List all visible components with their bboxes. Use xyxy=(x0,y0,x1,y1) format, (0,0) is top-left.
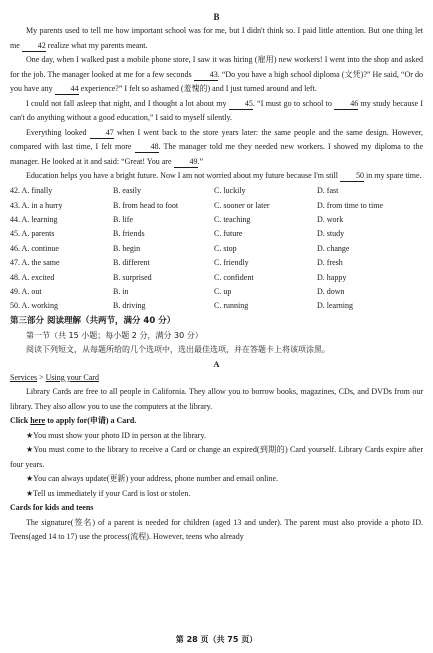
blank-47: 47 xyxy=(90,128,114,139)
passage-paragraph-3: I could not fall asleep that night, and I thought a lot about my 45. “I must go to school to 46 my study because I can't do anything without a good education,” I said to myself silently. xyxy=(10,98,423,122)
blank-42: 42 xyxy=(22,41,46,52)
section-b-title: B xyxy=(213,12,220,22)
option-row-43: 43. A. in a hurry B. from head to foot C. sooner or later D. from time to time xyxy=(10,200,383,210)
options-table xyxy=(10,184,423,314)
option-row-44: 44. A. learning B. life C. teaching D. work xyxy=(10,214,344,224)
breadcrumb-using-card[interactable]: Using your Card xyxy=(45,372,99,382)
breadcrumb xyxy=(10,371,423,386)
rule-bullet-4: ★Tell us immediately if your Card is lost or stolen. xyxy=(26,488,191,498)
blank-45: 45 xyxy=(229,99,253,110)
option-row-47: 47. A. the same B. different C. friendly D. fresh xyxy=(10,258,343,268)
rule-bullet-3: ★You can always update(更新) your address, phone number and email online. xyxy=(26,474,279,484)
rule-bullet-1: ★You must show your photo ID in person at the library. xyxy=(26,430,206,440)
kids-paragraph: The signature(签名) of a parent is needed for children (aged 13 and under). The parent must also provide a photo ID. Teens(aged 14 to 17) use the process(流程). However, teens who already xyxy=(10,517,423,542)
blank-50: 50 xyxy=(340,171,364,182)
apply-line: Click here to apply for(申请) a Card. xyxy=(10,416,137,426)
option-row-50: 50. A. working B. driving C. running D. learning xyxy=(10,301,353,311)
section1-heading: 第一节（共 15 小题；每小题 2 分，满分 30 分） xyxy=(26,330,203,340)
passage-paragraph-5: Education helps you have a bright future. Now I am not worried about my future because I'm still 50 in my spare time. xyxy=(26,171,422,180)
option-row-45: 45. A. parents B. friends C. future D. study xyxy=(10,229,345,239)
blank-46: 46 xyxy=(334,99,358,110)
passage-paragraph-1: My parents used to tell me how important school was for me, but I didn't think so. I paid little attention. But one thing let me 42 realize what my parents meant. xyxy=(10,26,423,50)
passage-paragraph-4: Everything looked 47 when I went back to the store years later: the same people and the same design. However, compared with last time, I felt more 48. The manager told me they needed new workers. I showed my diploma to the manager. He looked at it and said: “Great! You are 49.” xyxy=(10,127,424,166)
option-row-48: 48. A. excited B. surprised C. confident D. happy xyxy=(10,272,347,282)
library-card-intro: Library Cards are free to all people in California. They allow you to borrow books, magazines, CDs, and DVDs from our library. They also allow you to use the computers at the library. xyxy=(10,387,423,411)
blank-43: 43 xyxy=(194,70,218,81)
option-row-49: 49. A. out B. in C. up D. down xyxy=(10,286,345,296)
page-footer: 第 28 页（共 75 页） xyxy=(175,635,258,644)
breadcrumb-services[interactable]: Services xyxy=(10,372,38,382)
blank-44: 44 xyxy=(55,84,79,95)
kids-heading: Cards for kids and teens xyxy=(10,503,94,513)
section-a-title: A xyxy=(213,358,220,369)
option-row-46: 46. A. continue B. begin C. stop D. change xyxy=(10,243,350,253)
apply-here-link[interactable]: here xyxy=(30,416,46,426)
part3-heading: 第三部分 阅读理解（共两节，满分 40 分） xyxy=(10,316,176,327)
blank-48: 48 xyxy=(135,142,159,153)
breadcrumb-separator: > xyxy=(39,372,44,382)
blank-49: 49 xyxy=(174,157,198,168)
instructions: 阅读下列短文，从每题所给的几个选项中，选出最佳选项，并在答题卡上将该项涂黑。 xyxy=(26,344,330,354)
rule-bullet-2: ★You must come to the library to receive a Card or change an expired(到期的) Card yourself. Library Cards expire after four years. xyxy=(10,445,423,469)
passage-paragraph-2: One day, when I walked past a mobile phone store, I saw it was hiring (雇用) new workers! I went into the shop and asked for the job. The manager looked at me for a few seconds 43. “Do you have a high school diploma (文凭)?” He said, “Or do you have any 44 experience?” I felt so ashamed (羞愧的) and I just turned around and left. xyxy=(10,55,423,93)
option-row-42: 42. A. finally B. easily C. luckily D. fast xyxy=(10,186,339,196)
